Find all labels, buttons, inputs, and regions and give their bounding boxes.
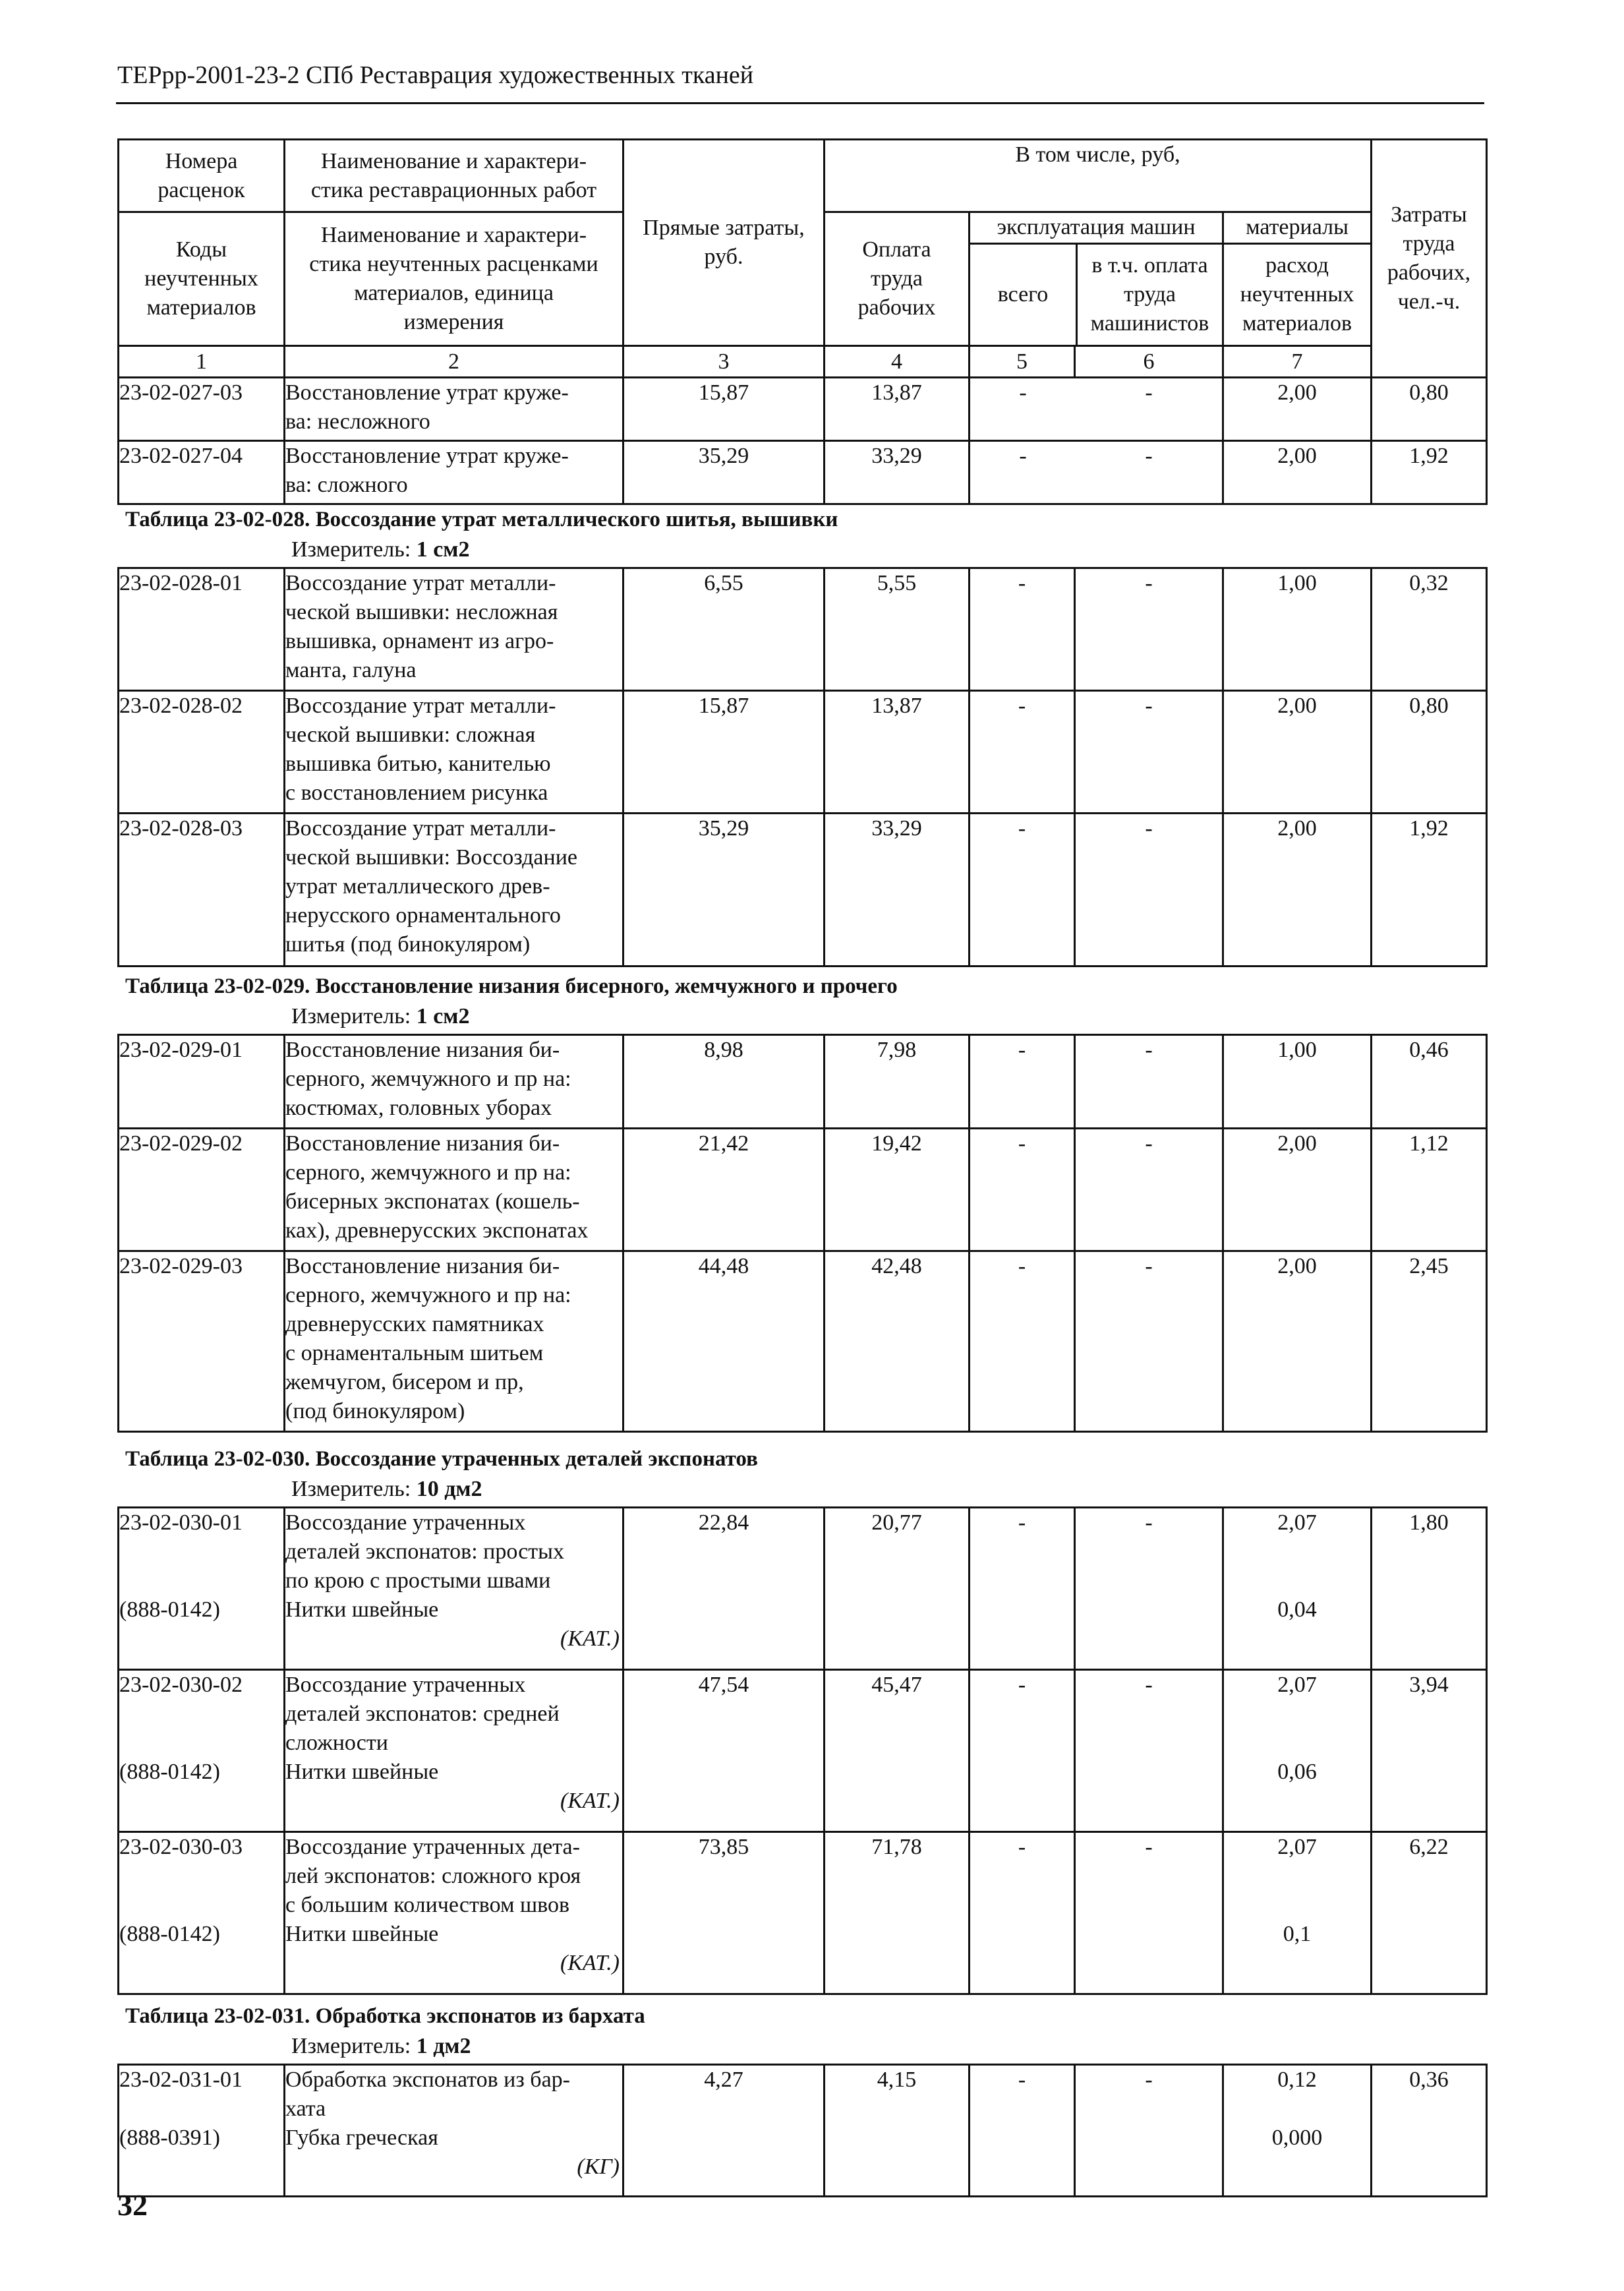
col-number: 5 (970, 346, 1075, 378)
header-material-name: Наименование и характери- стика неучтенных расценками материалов, единица измерения (285, 212, 624, 346)
table-row (119, 1508, 1487, 1670)
rate-code: 23-02-030-03 (888-0142) (119, 1832, 285, 1994)
direct-costs: 22,84 (624, 1508, 825, 1670)
material-name: Нитки швейные (285, 1597, 439, 1622)
wage: 71,78 (825, 1832, 970, 1994)
machines-total: - (970, 568, 1075, 691)
materials: 2,00 (1223, 1129, 1372, 1251)
labor: 0,46 (1372, 1035, 1487, 1129)
materials: 2,00 (1223, 691, 1372, 814)
header-material-usage: расход неучтенных материалов (1240, 253, 1354, 336)
table-030-title: Таблица 23-02-030. Воссоздание утраченных деталей экспонатов (125, 1447, 758, 1471)
labor: 1,12 (1372, 1129, 1487, 1251)
machines-cell (970, 441, 1223, 504)
header-machines-label: эксплуатация машин (970, 213, 1222, 243)
table-row (119, 568, 1487, 691)
col-number: 7 (1223, 346, 1372, 378)
wage: 13,87 (825, 378, 970, 441)
material-usage: 0,04 (1277, 1597, 1317, 1622)
table-028-title: Таблица 23-02-028. Воссоздание утрат металлического шитья, вышивки (125, 508, 838, 531)
rate-code: 23-02-027-04 (119, 441, 285, 504)
table-028 (117, 567, 1488, 967)
header-rate-numbers: Номера расценок (119, 140, 285, 212)
table-030-measure: Измеритель: 10 дм2 (291, 1477, 482, 1501)
labor: 1,80 (1372, 1508, 1487, 1670)
wage: 4,15 (825, 2065, 970, 2197)
table-row (119, 1670, 1487, 1832)
materials: 2,00 (1223, 814, 1372, 967)
rate-code: 23-02-030-02 (888-0142) (119, 1670, 285, 1832)
materials: 2,00 (1223, 378, 1372, 441)
material-usage: 0,000 (1271, 2126, 1323, 2150)
labor: 0,80 (1372, 691, 1487, 814)
wage: 33,29 (825, 441, 970, 504)
rate-name: Восстановление утрат круже- ва: сложного (285, 441, 624, 504)
direct-costs: 6,55 (624, 568, 825, 691)
machines-total: - (970, 2065, 1075, 2197)
machines-total: - (970, 1129, 1075, 1251)
direct-costs: 73,85 (624, 1832, 825, 1994)
rate-name: Воссоздание утрат металли- ческой вышивки: несложная вышивка, орнамент из агро- манта, галуна (285, 568, 624, 691)
labor: 6,22 (1372, 1832, 1487, 1994)
table-row (119, 441, 1487, 504)
wage: 13,87 (825, 691, 970, 814)
header-materials-label: материалы (1224, 213, 1370, 243)
labor: 0,80 (1372, 378, 1487, 441)
wage: 42,48 (825, 1251, 970, 1432)
machines-total: - (970, 814, 1075, 967)
rate-code: 23-02-031-01 (888-0391) (119, 2065, 285, 2197)
machines-total: - (970, 1670, 1075, 1832)
wage: 33,29 (825, 814, 970, 967)
col-number: 3 (624, 346, 825, 378)
machines-total: - (1019, 380, 1027, 405)
material-name: Нитки швейные (285, 1922, 439, 1946)
table-row (119, 691, 1487, 814)
header-machines-total: всего (970, 243, 1077, 345)
table-row (119, 1035, 1487, 1129)
machines-total: - (970, 1508, 1075, 1670)
material-unit: (КАТ.) (560, 1789, 620, 1813)
rate-name: Воссоздание утрат металли- ческой вышивки: сложная вышивка битью, канителью с восстановлением рисунка (285, 691, 624, 814)
materials: 2,07 0,06 (1223, 1670, 1372, 1832)
machinist-wage: - (1075, 1832, 1223, 1994)
rate-code: 23-02-030-01 (888-0142) (119, 1508, 285, 1670)
col-number: 1 (119, 346, 285, 378)
rate-code: 23-02-028-01 (119, 568, 285, 691)
labor: 2,45 (1372, 1251, 1487, 1432)
machines-total: - (970, 1251, 1075, 1432)
header-direct-costs: Прямые затраты, руб. (624, 140, 825, 346)
header-work-name: Наименование и характери- стика реставрационных работ (285, 140, 624, 212)
rate-name: Обработка экспонатов из бар- хата Губка греческая (КГ) (285, 2065, 624, 2197)
materials: 2,07 0,04 (1223, 1508, 1372, 1670)
materials: 1,00 (1223, 568, 1372, 691)
rate-code: 23-02-027-03 (119, 378, 285, 441)
direct-costs: 8,98 (624, 1035, 825, 1129)
rate-name: Воссоздание утраченных дета- лей экспонатов: сложного кроя с большим количеством швов Нитки швейные (КАТ.) (285, 1832, 624, 1994)
material-code: (888-0391) (119, 2126, 220, 2150)
machinist-wage: - (1075, 1670, 1223, 1832)
labor: 1,92 (1372, 814, 1487, 967)
machinist-wage: - (1075, 814, 1223, 967)
materials: 0,12 0,000 (1223, 2065, 1372, 2197)
table-row (119, 814, 1487, 967)
rate-name: Воссоздание утраченных деталей экспонатов: средней сложности Нитки швейные (КАТ.) (285, 1670, 624, 1832)
machinist-wage: - (1075, 691, 1223, 814)
direct-costs: 35,29 (624, 814, 825, 967)
table-029-measure: Измеритель: 1 см2 (291, 1004, 470, 1028)
machinist-wage: - (1075, 1251, 1223, 1432)
rate-name: Восстановление низания би- серного, жемчужного и пр на: древнерусских памятниках с орнаментальным шитьем жемчугом, бисером и пр, (под бинокуляром) (285, 1251, 624, 1432)
table-row (119, 1129, 1487, 1251)
wage: 45,47 (825, 1670, 970, 1832)
labor: 0,32 (1372, 568, 1487, 691)
machines-total: - (970, 1832, 1075, 1994)
machines-total: - (970, 1035, 1075, 1129)
table-029 (117, 1034, 1488, 1433)
material-code: (888-0142) (119, 1922, 220, 1946)
direct-costs: 44,48 (624, 1251, 825, 1432)
rate-name: Восстановление низания би- серного, жемчужного и пр на: бисерных экспонатах (кошель- ках), древнерусских экспонатах (285, 1129, 624, 1251)
machinist-wage: - (1145, 380, 1153, 405)
header-machines (970, 212, 1223, 346)
table-row (119, 1832, 1487, 1994)
rate-name: Восстановление низания би- серного, жемчужного и пр на: костюмах, головных уборах (285, 1035, 624, 1129)
rate-name: Воссоздание утраченных деталей экспонатов: простых по крою с простыми швами Нитки швейные (КАТ.) (285, 1508, 624, 1670)
materials: 2,07 0,1 (1223, 1832, 1372, 1994)
rate-name: Воссоздание утрат металли- ческой вышивки: Воссоздание утрат металлического древ- нерусского орнаментального шитья (под бинокуляром) (285, 814, 624, 967)
material-name: Нитки швейные (285, 1760, 439, 1784)
table-row (119, 1251, 1487, 1432)
materials: 1,00 (1223, 1035, 1372, 1129)
rate-code: 23-02-028-02 (119, 691, 285, 814)
labor: 1,92 (1372, 441, 1487, 504)
materials: 2,00 (1223, 441, 1372, 504)
machinist-wage: - (1075, 1508, 1223, 1670)
header-including: В том числе, руб, (825, 140, 1372, 212)
col-number: 4 (825, 346, 970, 378)
table-header-027 (117, 138, 1488, 505)
material-unit: (КАТ.) (560, 1951, 620, 1975)
wage: 5,55 (825, 568, 970, 691)
header-machinist-wage: в т.ч. оплата труда машинистов (1090, 253, 1209, 336)
material-code: (888-0142) (119, 1760, 220, 1784)
materials: 2,00 (1223, 1251, 1372, 1432)
rate-code: 23-02-028-03 (119, 814, 285, 967)
material-usage: 0,06 (1277, 1760, 1317, 1784)
header-material-codes: Коды неучтенных материалов (119, 212, 285, 346)
header-rule (116, 102, 1484, 104)
material-unit: (КГ) (577, 2155, 620, 2179)
col-number: 2 (285, 346, 624, 378)
rate-code: 23-02-029-03 (119, 1251, 285, 1432)
rate-code: 23-02-029-01 (119, 1035, 285, 1129)
machinist-wage: - (1075, 2065, 1223, 2197)
machines-total: - (1019, 444, 1027, 468)
page-number: 32 (117, 2188, 148, 2222)
machinist-wage: - (1075, 568, 1223, 691)
running-head: ТЕРрр-2001-23-2 СПб Реставрация художественных тканей (117, 61, 754, 89)
table-031-title: Таблица 23-02-031. Обработка экспонатов из бархата (125, 2004, 645, 2028)
direct-costs: 15,87 (624, 691, 825, 814)
material-name: Губка греческая (285, 2126, 438, 2150)
table-031 (117, 2064, 1488, 2197)
material-usage: 0,1 (1283, 1922, 1312, 1946)
table-row (119, 2065, 1487, 2197)
header-labor-costs: Затраты труда рабочих, чел.-ч. (1372, 140, 1487, 378)
direct-costs: 47,54 (624, 1670, 825, 1832)
labor: 0,36 (1372, 2065, 1487, 2197)
machines-cell (970, 378, 1223, 441)
direct-costs: 21,42 (624, 1129, 825, 1251)
wage: 20,77 (825, 1508, 970, 1670)
material-code: (888-0142) (119, 1597, 220, 1622)
direct-costs: 4,27 (624, 2065, 825, 2197)
machinist-wage: - (1075, 1129, 1223, 1251)
col-number: 6 (1075, 346, 1223, 378)
wage: 7,98 (825, 1035, 970, 1129)
table-row (119, 378, 1487, 441)
table-028-measure: Измеритель: 1 см2 (291, 537, 470, 562)
machinist-wage: - (1145, 444, 1153, 468)
rate-name: Восстановление утрат круже- ва: несложного (285, 378, 624, 441)
machinist-wage: - (1075, 1035, 1223, 1129)
rate-code: 23-02-029-02 (119, 1129, 285, 1251)
table-031-measure: Измеритель: 1 дм2 (291, 2034, 471, 2058)
table-030 (117, 1506, 1488, 1995)
header-materials (1223, 212, 1372, 346)
material-unit: (КАТ.) (560, 1626, 620, 1651)
wage: 19,42 (825, 1129, 970, 1251)
direct-costs: 15,87 (624, 378, 825, 441)
direct-costs: 35,29 (624, 441, 825, 504)
table-029-title: Таблица 23-02-029. Восстановление низания бисерного, жемчужного и прочего (125, 974, 898, 998)
machines-total: - (970, 691, 1075, 814)
header-wage: Оплата труда рабочих (825, 212, 970, 346)
labor: 3,94 (1372, 1670, 1487, 1832)
